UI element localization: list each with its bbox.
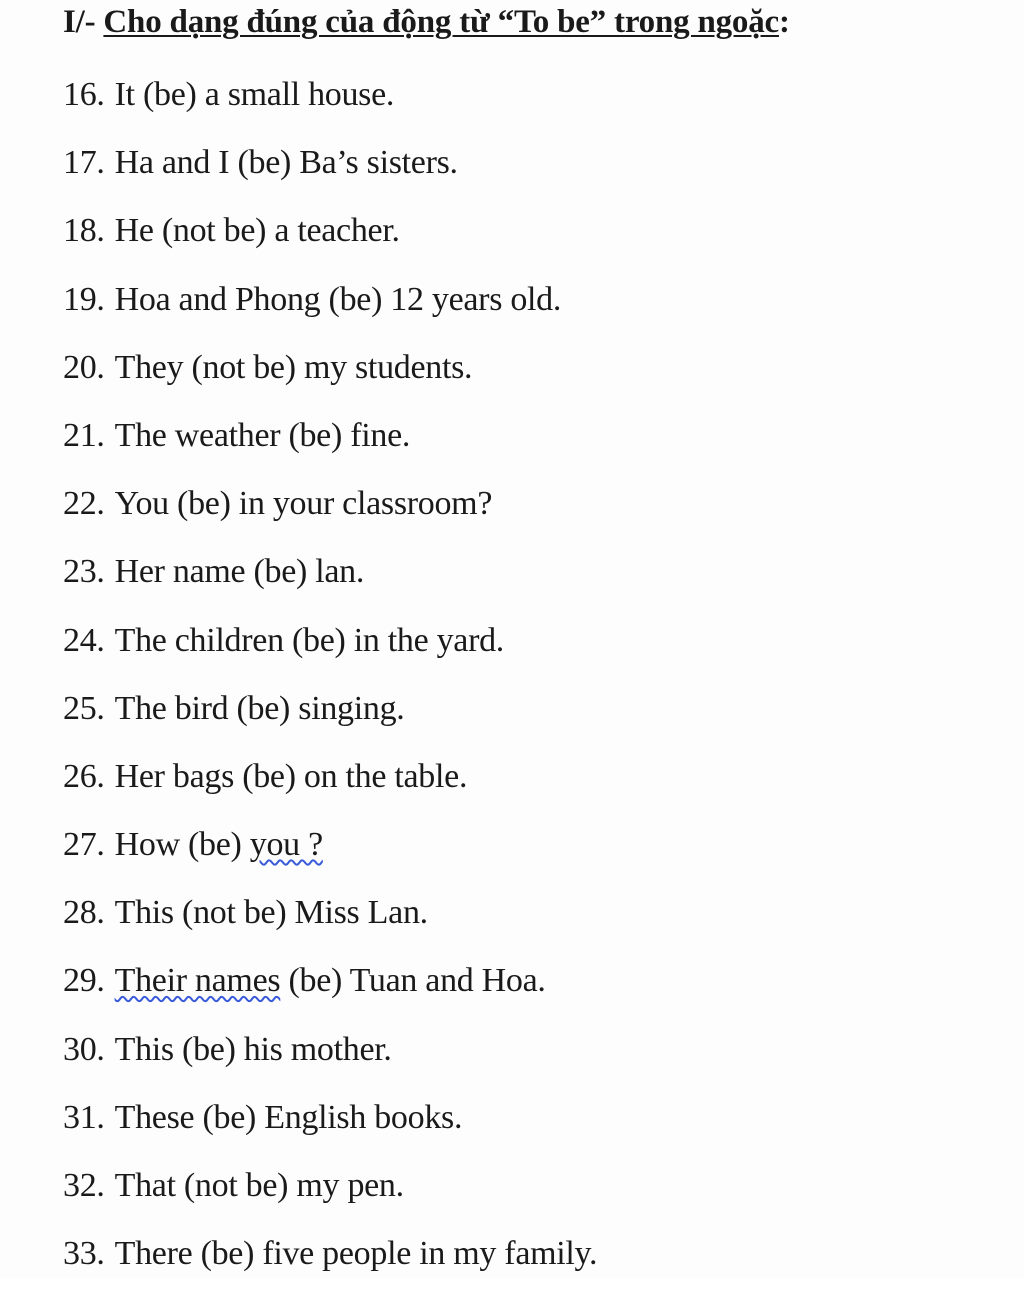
exercise-item: [63, 549, 597, 617]
exercise-number: 25.: [63, 689, 105, 727]
exercise-number: 24.: [63, 621, 105, 659]
exercise-item: [63, 1095, 597, 1163]
exercise-item: [63, 618, 597, 686]
exercise-item: [63, 208, 597, 276]
exercise-item: [63, 754, 597, 822]
exercise-text-tail: (be) Tuan and Hoa.: [280, 962, 546, 1000]
exercise-number: 23.: [63, 553, 105, 591]
exercise-list: [63, 72, 597, 1299]
heading-title: Cho dạng đúng của động từ “To be” trong ngoặc: [103, 4, 779, 40]
exercise-item: [63, 72, 597, 140]
exercise-number: 26.: [63, 757, 105, 795]
exercise-item: [63, 686, 597, 754]
exercise-number: 20.: [63, 348, 105, 386]
heading-colon: :: [778, 4, 790, 40]
exercise-number: 18.: [63, 212, 105, 250]
exercise-item: [63, 1231, 597, 1299]
exercise-item: [63, 1027, 597, 1095]
exercise-number: 30.: [63, 1030, 105, 1068]
exercise-item: [63, 958, 597, 1026]
exercise-item: [63, 140, 597, 208]
exercise-item: [63, 890, 597, 958]
exercise-text: This (not be) Miss Lan.: [114, 894, 428, 932]
exercise-number: 21.: [63, 416, 105, 454]
exercise-number: 27.: [63, 826, 105, 864]
exercise-number: 28.: [63, 894, 105, 932]
exercise-number: 32.: [63, 1167, 105, 1204]
exercise-text: The bird (be) singing.: [114, 689, 405, 727]
spellcheck-flagged-text: you ?: [249, 826, 323, 864]
exercise-number: 29.: [63, 962, 105, 1000]
exercise-number: 33.: [63, 1235, 105, 1273]
exercise-heading: [63, 4, 790, 41]
exercise-item: [63, 1163, 597, 1231]
exercise-number: 31.: [63, 1098, 105, 1136]
exercise-text: He (not be) a teacher.: [114, 212, 400, 250]
exercise-text: They (not be) my students.: [114, 348, 473, 386]
exercise-text: These (be) English books.: [114, 1098, 463, 1136]
exercise-number: 17.: [63, 144, 105, 182]
exercise-item: [63, 345, 597, 413]
exercise-text: How (be): [114, 826, 250, 864]
exercise-number: 22.: [63, 485, 105, 523]
exercise-text: This (be) his mother.: [114, 1030, 392, 1068]
exercise-text: That (not be) my pen.: [114, 1167, 404, 1204]
exercise-text: Hoa and Phong (be) 12 years old.: [114, 280, 562, 318]
exercise-item: [63, 481, 597, 549]
exercise-text: Her name (be) lan.: [114, 553, 365, 591]
exercise-item: [63, 277, 597, 345]
spellcheck-flagged-text: Their names: [114, 962, 281, 1000]
exercise-item: [63, 413, 597, 481]
exercise-item: [63, 822, 597, 890]
exercise-number: 16.: [63, 76, 105, 113]
exercise-text: There (be) five people in my family.: [114, 1235, 598, 1273]
exercise-text: It (be) a small house.: [114, 76, 395, 113]
exercise-number: 19.: [63, 280, 105, 318]
heading-prefix: I/-: [63, 4, 96, 40]
exercise-text: You (be) in your classroom?: [114, 485, 493, 523]
exercise-text: Her bags (be) on the table.: [114, 757, 468, 795]
exercise-text: Ha and I (be) Ba’s sisters.: [114, 144, 458, 182]
exercise-text: The children (be) in the yard.: [114, 621, 504, 659]
exercise-text: The weather (be) fine.: [114, 416, 411, 454]
